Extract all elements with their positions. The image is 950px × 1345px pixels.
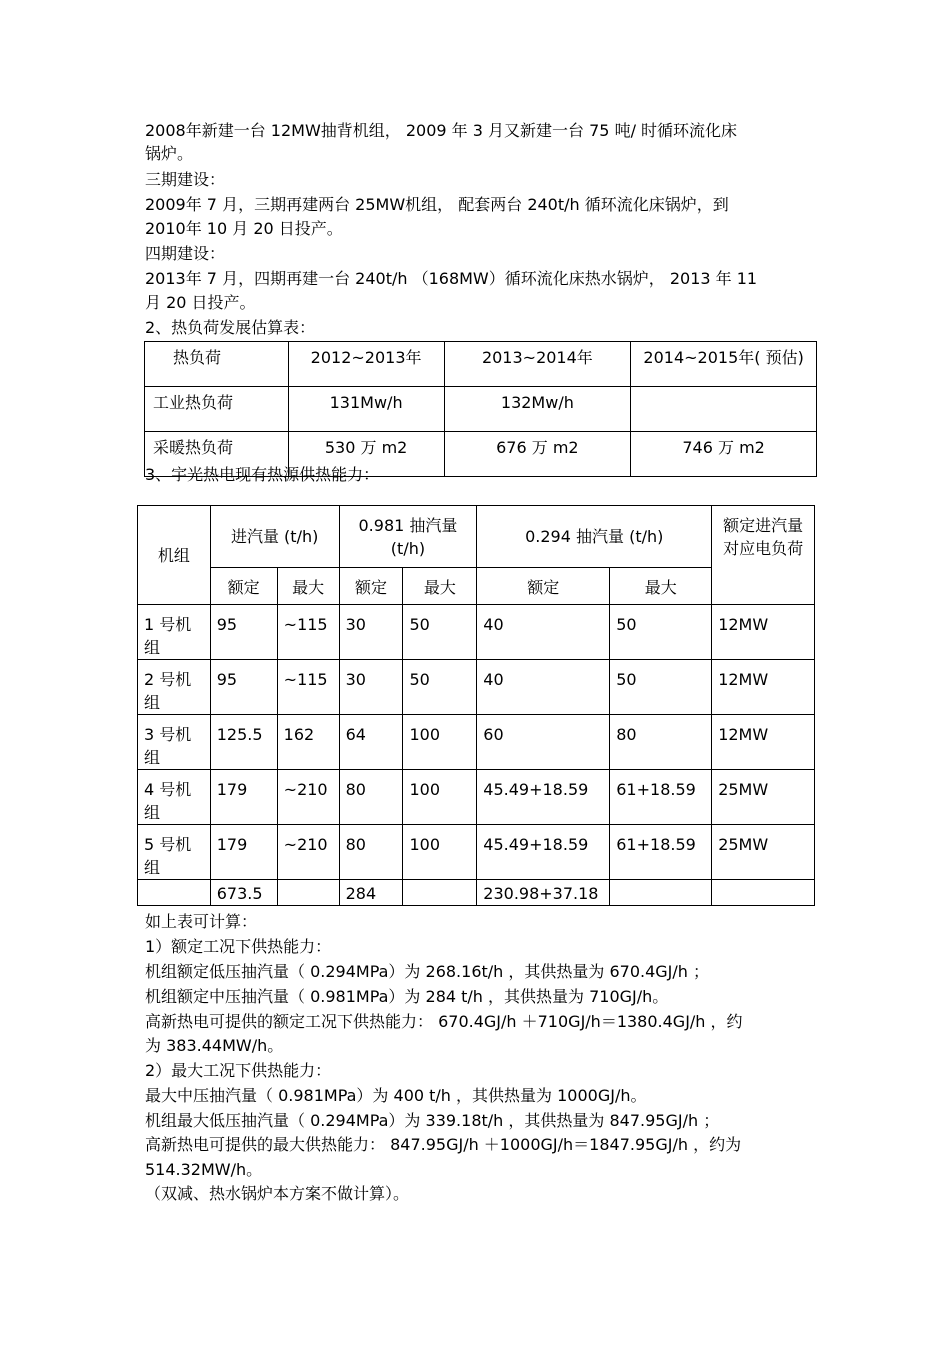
paragraph-line: （双减、热水锅炉本方案不做计算）。 (145, 1184, 410, 1203)
table-cell: ~210 (277, 770, 339, 825)
table-cell (631, 387, 817, 432)
table-cell: 64 (339, 715, 403, 770)
paragraph-line: 机组额定低压抽汽量（ 0.294MPa）为 268.16t/h ，其供热量为 670.4GJ/h ； (145, 962, 710, 981)
table-cell: 179 (210, 825, 277, 880)
paragraph-line: 如上表可计算： (145, 912, 258, 931)
table-header-cell: 0.294 抽汽量 (t/h) (477, 506, 712, 568)
table-header-cell: 额定 (477, 568, 610, 605)
table-cell: 131Mw/h (288, 387, 444, 432)
heat-load-table (144, 341, 817, 477)
table-header-cell: 额定 (339, 568, 403, 605)
table-cell: 5 号机组 (138, 825, 211, 880)
table-header-cell: 2013~2014年 (444, 342, 631, 387)
table-cell: 95 (210, 660, 277, 715)
table-cell: 50 (610, 660, 712, 715)
table-cell: 40 (477, 605, 610, 660)
table-cell: 230.98+37.18 (477, 880, 610, 906)
table-cell: 179 (210, 770, 277, 825)
table-cell: 4 号机组 (138, 770, 211, 825)
table-header-cell: 额定进汽量对应电负荷 (712, 506, 815, 605)
table-header-row (145, 342, 817, 387)
paragraph-line: 2010年 10 月 20 日投产。 (145, 219, 343, 238)
table-cell: ~115 (277, 605, 339, 660)
table-header-cell: 最大 (610, 568, 712, 605)
table-cell: 50 (403, 605, 477, 660)
table-header-cell: 额定 (210, 568, 277, 605)
table-cell: 80 (610, 715, 712, 770)
table-cell: 80 (339, 770, 403, 825)
paragraph-line: 机组额定中压抽汽量（ 0.981MPa）为 284 t/h ，其供热量为 710GJ/h。 (145, 987, 669, 1006)
paragraph-line: 2008年新建一台 12MW抽背机组， 2009 年 3 月又新建一台 75 吨/ 时循环流化床 (145, 121, 738, 140)
table-cell: 3 号机组 (138, 715, 211, 770)
paragraph-line: 四期建设： (145, 244, 226, 263)
table-header-cell: 进汽量 (t/h) (210, 506, 339, 568)
table-cell: 12MW (712, 715, 815, 770)
table-header-cell: 最大 (277, 568, 339, 605)
table-cell: 162 (277, 715, 339, 770)
table-cell: 30 (339, 605, 403, 660)
table-cell: 50 (403, 660, 477, 715)
table-cell: 125.5 (210, 715, 277, 770)
table-cell: 采暖热负荷 (145, 432, 289, 477)
paragraph-line: 2013年 7 月，四期再建一台 240t/h （168MW）循环流化床热水锅炉， 2013 年 11 (145, 269, 758, 288)
paragraph-line: 三期建设： (145, 170, 226, 189)
table-cell (277, 880, 339, 906)
table-header-row (138, 506, 815, 568)
table-cell: 530 万 m2 (288, 432, 444, 477)
heat-source-table (137, 505, 815, 906)
paragraph-line: 为 383.44MW/h。 (145, 1036, 284, 1055)
paragraph-line: 高新热电可提供的最大供热能力： 847.95GJ/h ＋1000GJ/h＝1847.95GJ/h ，约为 (145, 1135, 742, 1154)
table-cell: 95 (210, 605, 277, 660)
table-cell: ~210 (277, 825, 339, 880)
table-cell: 50 (610, 605, 712, 660)
table-cell: 12MW (712, 660, 815, 715)
table-header-cell: 2012~2013年 (288, 342, 444, 387)
table-cell: 61+18.59 (610, 825, 712, 880)
table-row (138, 880, 815, 906)
table-row (138, 660, 815, 715)
table-cell (403, 880, 477, 906)
table-cell: 45.49+18.59 (477, 770, 610, 825)
table-row (138, 770, 815, 825)
table-header-cell: 热负荷 (145, 342, 289, 387)
table-cell: 673.5 (210, 880, 277, 906)
table-cell: 12MW (712, 605, 815, 660)
table-header-cell: 机组 (138, 506, 211, 605)
table-cell: 100 (403, 715, 477, 770)
section-heading: 2、热负荷发展估算表： (145, 318, 316, 337)
table-cell: 45.49+18.59 (477, 825, 610, 880)
table-body (138, 605, 815, 906)
table-row (138, 715, 815, 770)
table-row (138, 825, 815, 880)
table-cell: 1 号机组 (138, 605, 211, 660)
paragraph-line: 高新热电可提供的额定工况下供热能力： 670.4GJ/h ＋710GJ/h＝1380.4GJ/h ，约 (145, 1012, 743, 1031)
table-cell (712, 880, 815, 906)
table-cell: 25MW (712, 770, 815, 825)
table-cell: 746 万 m2 (631, 432, 817, 477)
table-cell: 676 万 m2 (444, 432, 631, 477)
paragraph-line: 2009年 7 月，三期再建两台 25MW机组， 配套两台 240t/h 循环流化床锅炉，到 (145, 195, 729, 214)
table-cell: 100 (403, 825, 477, 880)
table-cell: 25MW (712, 825, 815, 880)
table-cell: ~115 (277, 660, 339, 715)
table-cell: 60 (477, 715, 610, 770)
table-cell: 工业热负荷 (145, 387, 289, 432)
table-header-cell: 0.981 抽汽量 (t/h) (339, 506, 477, 568)
table-cell: 30 (339, 660, 403, 715)
paragraph-line: 锅炉。 (145, 144, 194, 163)
table-cell (610, 880, 712, 906)
table-cell (138, 880, 211, 906)
section-heading: 3、宇光热电现有热源供热能力： (145, 465, 380, 484)
table-cell: 2 号机组 (138, 660, 211, 715)
paragraph-line: 514.32MW/h。 (145, 1160, 263, 1179)
paragraph-line: 机组最大低压抽汽量（ 0.294MPa）为 339.18t/h ，其供热量为 847.95GJ/h ； (145, 1111, 720, 1130)
paragraph-line: 月 20 日投产。 (145, 293, 256, 312)
table-row (145, 387, 817, 432)
table-row (138, 605, 815, 660)
table-header-cell: 最大 (403, 568, 477, 605)
table-cell: 284 (339, 880, 403, 906)
table-header-cell: 2014~2015年( 预估) (631, 342, 817, 387)
paragraph-line: 1）额定工况下供热能力： (145, 937, 332, 956)
table-cell: 61+18.59 (610, 770, 712, 825)
table-cell: 40 (477, 660, 610, 715)
table-cell: 132Mw/h (444, 387, 631, 432)
paragraph-line: 最大中压抽汽量（ 0.981MPa）为 400 t/h ，其供热量为 1000GJ/h。 (145, 1086, 647, 1105)
paragraph-line: 2）最大工况下供热能力： (145, 1061, 332, 1080)
table-cell: 100 (403, 770, 477, 825)
table-cell: 80 (339, 825, 403, 880)
